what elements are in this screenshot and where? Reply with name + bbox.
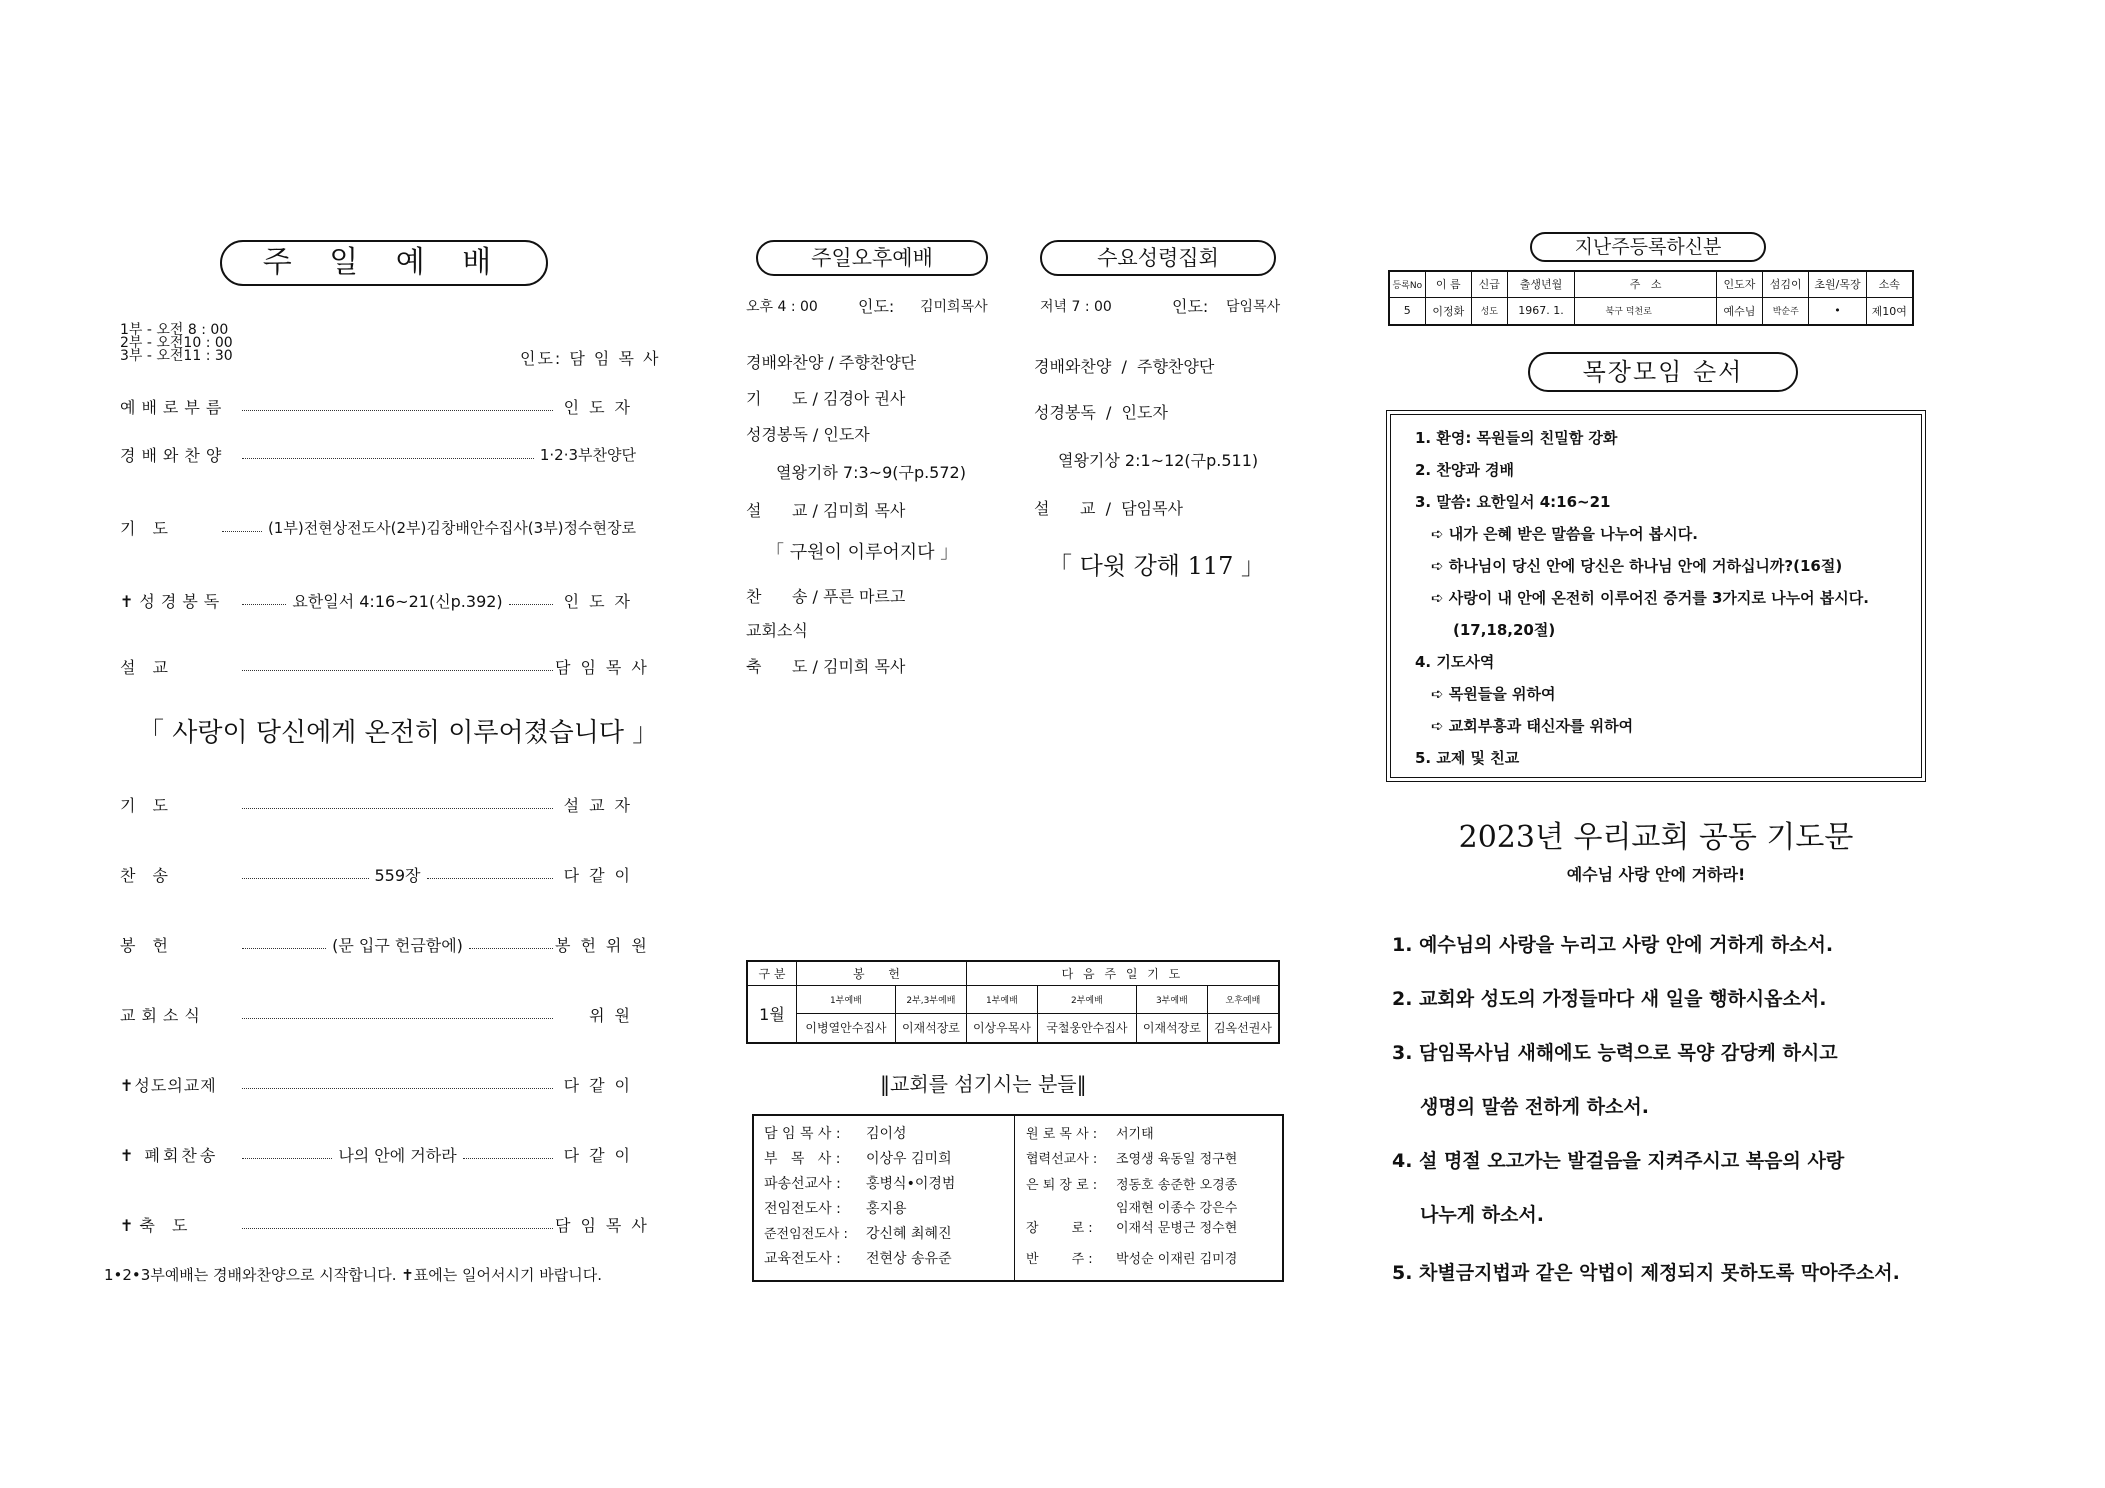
servant-names: 이상우 김미희 — [866, 1151, 952, 1167]
sub-header: 2부예배 — [1037, 985, 1136, 1013]
leader-dots — [242, 410, 553, 411]
nc-header: 섬김이 — [1763, 271, 1809, 297]
leader-dots — [242, 1018, 553, 1019]
leader-dots — [242, 604, 286, 605]
order-label: 예배로부름 — [120, 397, 228, 417]
order-row — [120, 515, 640, 539]
afternoon-line: 축 도 / 김미희 목사 — [746, 657, 906, 676]
leader-dots — [242, 808, 553, 809]
servant-role: 은 퇴 장 로 : — [1026, 1178, 1098, 1193]
cell-line: ➪ 내가 은혜 받은 말씀을 나누어 봅시다. — [1431, 525, 1698, 543]
order-label: 경배와찬양 — [120, 445, 228, 465]
nc-header: 신급 — [1471, 271, 1507, 297]
sunday-title: 주 일 예 배 — [220, 240, 548, 286]
prayer-title: 2023년 우리교회 공동 기도문 — [1458, 820, 1854, 855]
leader-dots — [509, 604, 553, 605]
afternoon-time: 오후 4 : 00 — [746, 299, 818, 315]
servant-names: 박성순 이재린 김미경 — [1116, 1252, 1238, 1267]
afternoon-line: 기 도 / 김경아 권사 — [746, 389, 906, 408]
order-label: ✝ 폐회찬송 — [120, 1145, 219, 1165]
order-row — [120, 1002, 640, 1026]
servant-names: 강신혜 최혜진 — [866, 1226, 952, 1242]
servant-names: 홍병식•이경범 — [866, 1176, 956, 1192]
name-cell: 이병열안수집사 — [797, 1013, 896, 1043]
leader-dots — [222, 531, 262, 532]
nc-cell: 성도 — [1471, 297, 1507, 325]
cell-meeting-inner — [1390, 414, 1922, 778]
name-cell: 이재석장로 — [1136, 1013, 1207, 1043]
name-cell: 국철웅안수집사 — [1037, 1013, 1136, 1043]
cell-line: ➪ 사랑이 내 안에 온전히 이루어진 증거를 3가지로 나누어 봅시다. — [1431, 589, 1869, 607]
order-row — [120, 1212, 657, 1236]
servants-left — [764, 1122, 1014, 1272]
order-who: 인도자 — [563, 591, 641, 611]
wednesday-title: 수요성령집회 — [1040, 240, 1276, 276]
leader-dots — [242, 1158, 332, 1159]
nc-cell: 박순주 — [1763, 297, 1809, 325]
servant-row — [1026, 1147, 1276, 1172]
leader-dots — [469, 948, 553, 949]
sunday-note: 1•2•3부예배는 경배와찬양으로 시작합니다. ✝표에는 일어서시기 바랍니다. — [104, 1266, 602, 1284]
order-label: ✝축 도 — [120, 1215, 194, 1235]
nc-header: 인도자 — [1716, 271, 1762, 297]
prayer-subtitle: 예수님 사랑 안에 거하라! — [1566, 865, 1746, 884]
order-who: 인도자 — [563, 397, 640, 417]
time-3: 3부 - 오전11 : 30 — [120, 348, 233, 364]
order-mid: 나의 안에 거하라 — [338, 1145, 457, 1165]
servants-divider — [1014, 1116, 1015, 1280]
order-who: 담임목사 — [555, 657, 657, 677]
cell-line: 3. 말씀: 요한일서 4:16~21 — [1415, 493, 1611, 511]
order-who: 다같이 — [563, 865, 640, 885]
servant-row — [764, 1247, 1014, 1272]
order-row — [120, 862, 640, 886]
wednesday-line: 열왕기상 2:1~12(구p.511) — [1058, 451, 1259, 470]
servant-role: 파송선교사 : — [764, 1176, 841, 1192]
order-row — [120, 654, 657, 678]
afternoon-line: 경배와찬양 / 주향찬양단 — [746, 353, 917, 372]
wednesday-line: 성경봉독 / 인도자 — [1034, 403, 1168, 422]
order-mid: (문 입구 헌금함에) — [332, 935, 463, 955]
servants-right — [1026, 1122, 1276, 1272]
nc-header: 초원/목장 — [1809, 271, 1866, 297]
servant-row — [764, 1172, 1014, 1197]
wednesday-sermon: 「 다윗 강해 117 」 — [1048, 552, 1266, 580]
servant-role: 협력선교사 : — [1026, 1152, 1098, 1167]
order-row — [120, 932, 657, 956]
order-who: 다같이 — [563, 1075, 640, 1095]
afternoon-line: 교회소식 — [746, 621, 808, 640]
wednesday-line: 경배와찬양 / 주향찬양단 — [1034, 357, 1215, 376]
servant-names: 홍지용 — [866, 1201, 907, 1217]
cell-line: ➪ 교회부흥과 태신자를 위하여 — [1431, 717, 1634, 735]
sunday-leader: 인도: 담 임 목 사 — [520, 349, 661, 368]
servant-role: 반 주 : — [1026, 1252, 1093, 1267]
servant-role: 장 로 : — [1026, 1221, 1093, 1236]
order-who: 봉헌위원 — [555, 935, 657, 955]
sermon-title: 「 사랑이 당신에게 온전히 이루어졌습니다 」 — [138, 718, 659, 748]
order-row — [120, 1072, 640, 1096]
leader-dots — [242, 670, 553, 671]
order-label: 기 도 — [120, 795, 174, 815]
nc-cell: 제10여 — [1866, 297, 1913, 325]
prayer-line: 3. 담임목사님 새해에도 능력으로 목양 감당케 하시고 — [1392, 1042, 1838, 1064]
leader-dots — [242, 878, 369, 879]
leader-dots — [242, 458, 534, 459]
offering-table — [746, 960, 1280, 1044]
prayer-line: 나누게 하소서. — [1420, 1204, 1544, 1226]
afternoon-line: 설 교 / 김미희 목사 — [746, 501, 906, 520]
order-row — [120, 394, 640, 418]
order-label: 봉 헌 — [120, 935, 174, 955]
nc-cell: 예수님 — [1716, 297, 1762, 325]
cell-line: 5. 교제 및 친교 — [1415, 749, 1520, 767]
servant-role: 준전임전도사 : — [764, 1227, 848, 1242]
nc-cell: 이정화 — [1425, 297, 1471, 325]
sub-header: 오후예배 — [1207, 985, 1279, 1013]
month-cell: 1월 — [747, 985, 797, 1043]
order-who: 다같이 — [563, 1145, 640, 1165]
order-label: 찬 송 — [120, 865, 174, 885]
name-cell: 이재석장로 — [895, 1013, 966, 1043]
servant-row — [1026, 1199, 1276, 1219]
leader-dots — [427, 878, 554, 879]
th-prayer: 다 음 주 일 기 도 — [966, 961, 1279, 985]
service-times — [120, 324, 233, 363]
time-1: 1부 - 오전 8 : 00 — [120, 322, 229, 338]
servant-names: 임재현 이종수 강은수 — [1116, 1201, 1238, 1216]
servant-role: 전임전도사 : — [764, 1201, 841, 1217]
afternoon-leader-label: 인도: — [858, 297, 895, 316]
nc-cell: 5 — [1389, 297, 1425, 325]
cell-line: 1. 환영: 목원들의 친밀함 강화 — [1415, 429, 1618, 447]
afternoon-leader: 김미희목사 — [920, 299, 988, 315]
wednesday-time: 저녁 7 : 00 — [1040, 299, 1112, 315]
order-mid: (1부)전현상전도사(2부)김창배안수집사(3부)정수현장로 — [267, 518, 636, 537]
servant-row — [1026, 1122, 1276, 1147]
wednesday-leader: 담임목사 — [1226, 299, 1281, 315]
order-row — [120, 792, 640, 816]
sub-header: 3부예배 — [1136, 985, 1207, 1013]
servant-role: 담 임 목 사 : — [764, 1126, 841, 1142]
servant-row — [764, 1222, 1014, 1247]
nc-cell: • — [1809, 297, 1866, 325]
wednesday-leader-label: 인도: — [1172, 297, 1209, 316]
order-row — [120, 588, 640, 612]
servant-row — [764, 1122, 1014, 1147]
th-bongheon: 봉 헌 — [797, 961, 967, 985]
order-who: 담임목사 — [555, 1215, 657, 1235]
sub-header: 2부,3부예배 — [895, 985, 966, 1013]
nc-header: 주 소 — [1575, 271, 1716, 297]
servant-row — [1026, 1219, 1276, 1239]
leader-dots — [242, 948, 326, 949]
cell-meeting-title: 목장모임 순서 — [1528, 352, 1798, 392]
servant-names: 이재석 문병근 정수현 — [1116, 1221, 1238, 1236]
order-label: 기 도 — [120, 518, 174, 538]
servant-row — [1026, 1247, 1276, 1272]
sub-header: 1부예배 — [966, 985, 1037, 1013]
cell-line: ➪ 목원들을 위하여 — [1431, 685, 1556, 703]
order-who: 설교자 — [563, 795, 640, 815]
afternoon-line: 찬 송 / 푸른 마르고 — [746, 587, 906, 606]
servant-row — [764, 1197, 1014, 1222]
order-label: ✝성도의교제 — [120, 1075, 217, 1095]
order-row — [120, 442, 640, 466]
prayer-line: 1. 예수님의 사랑을 누리고 사랑 안에 거하게 하소서. — [1392, 934, 1834, 956]
leader-dots — [242, 1088, 553, 1089]
afternoon-line: 「 구원이 이루어지다 」 — [766, 542, 959, 563]
servant-row — [1026, 1172, 1276, 1199]
prayer-line: 2. 교회와 성도의 가정들마다 새 일을 행하시옵소서. — [1392, 988, 1827, 1010]
cell-line: 2. 찬양과 경배 — [1415, 461, 1515, 479]
wednesday-line: 설 교 / 담임목사 — [1034, 499, 1183, 518]
th-gubun: 구 분 — [747, 961, 797, 985]
newcomers-table — [1388, 270, 1914, 326]
order-label: 설 교 — [120, 657, 174, 677]
order-label: ✝성경봉독 — [120, 591, 226, 611]
prayer-line: 5. 차별금지법과 같은 악법이 제정되지 못하도록 막아주소서. — [1392, 1262, 1900, 1284]
servant-names: 정동호 송준한 오경종 — [1116, 1178, 1238, 1193]
servant-names: 김이성 — [866, 1126, 907, 1142]
name-cell: 김옥선권사 — [1207, 1013, 1279, 1043]
servant-names: 전현상 송유준 — [866, 1251, 952, 1267]
order-label: 교회소식 — [120, 1005, 206, 1025]
leader-dots — [242, 1228, 553, 1229]
order-mid: 요한일서 4:16~21(신p.392) — [292, 591, 503, 611]
time-2: 2부 - 오전10 : 00 — [120, 335, 233, 351]
servant-names: 조영생 육동일 정구현 — [1116, 1152, 1238, 1167]
sub-header: 1부예배 — [797, 985, 896, 1013]
afternoon-title: 주일오후예배 — [756, 240, 988, 276]
newcomers-title: 지난주등록하신분 — [1530, 232, 1766, 262]
order-mid: 559장 — [374, 865, 421, 885]
prayer-line: 4. 설 명절 오고가는 발걸음을 지켜주시고 복음의 사랑 — [1392, 1150, 1845, 1172]
prayer-line: 생명의 말씀 전하게 하소서. — [1420, 1096, 1649, 1118]
afternoon-line: 열왕기하 7:3~9(구p.572) — [776, 463, 966, 482]
order-row — [120, 1142, 640, 1166]
servants-title: ‖교회를 섬기시는 분들‖ — [880, 1072, 1087, 1096]
cell-line: ➪ 하나님이 당신 안에 당신은 하나님 안에 거하십니까?(16절) — [1431, 557, 1843, 575]
order-who: 1·2·3부찬양단 — [539, 445, 636, 464]
cell-line: (17,18,20절) — [1453, 621, 1556, 639]
servant-role: 교육전도사 : — [764, 1251, 841, 1267]
nc-header: 소속 — [1866, 271, 1913, 297]
servant-names: 서기태 — [1116, 1127, 1154, 1142]
afternoon-line: 성경봉독 / 인도자 — [746, 425, 870, 444]
servant-role: 부 목 사 : — [764, 1151, 841, 1167]
servants-box — [752, 1114, 1284, 1282]
cell-meeting-box — [1386, 410, 1926, 782]
name-cell: 이상우목사 — [966, 1013, 1037, 1043]
nc-header: 등록No — [1389, 271, 1425, 297]
nc-cell: 1967. 1. — [1507, 297, 1575, 325]
servant-row — [764, 1147, 1014, 1172]
nc-cell: 북구 덕천로 — [1575, 297, 1716, 325]
order-who: 위원 — [589, 1005, 640, 1025]
nc-header: 이 름 — [1425, 271, 1471, 297]
servant-role: 원 로 목 사 : — [1026, 1127, 1098, 1142]
cell-line: 4. 기도사역 — [1415, 653, 1495, 671]
nc-header: 출생년월 — [1507, 271, 1575, 297]
leader-dots — [463, 1158, 553, 1159]
